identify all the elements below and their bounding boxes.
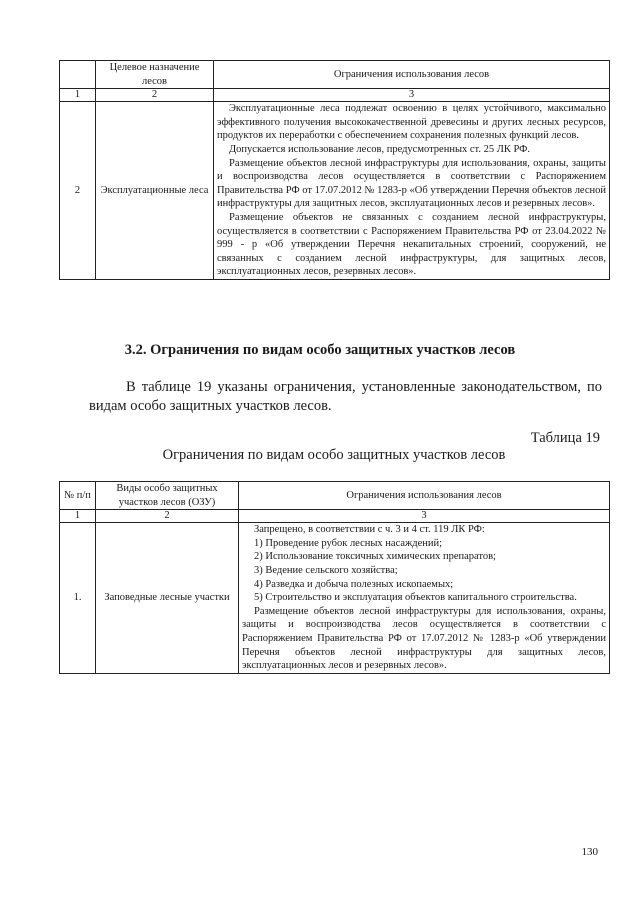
t1-row-restrictions xyxy=(214,102,610,280)
t2-list-item: 2) Использование токсичных химических препаратов; xyxy=(254,551,496,563)
ozu-restrictions-table xyxy=(59,481,610,674)
t1-row-purpose: Эксплуатационные леса xyxy=(96,102,214,280)
t1-colnum-3: 3 xyxy=(214,89,610,102)
t2-list-item: 4) Разведка и добыча полезных ископаемых; xyxy=(254,578,454,590)
t2-colnum-3: 3 xyxy=(239,510,610,523)
page-number: 130 xyxy=(581,846,598,858)
t2-header-restrictions: Ограничения использования лесов xyxy=(239,482,610,510)
body-paragraph: В таблице 19 указаны ограничения, установленные законодательством, по видам особо защитных участков лесов. xyxy=(89,379,602,414)
table-title: Ограничения по видам особо защитных участков лесов xyxy=(162,447,506,463)
t2-list-item: 1) Проведение рубок лесных насаждений; xyxy=(254,537,443,549)
t2-colnum-2: 2 xyxy=(96,510,239,523)
t1-colnum-1: 1 xyxy=(60,89,96,102)
t1-paragraph: Эксплуатационные леса подлежат освоению в целях устойчивого, максимально эффективного получения высококачественной древесины и других лесных ресурсов, продуктов их переработки с обеспечением сохранения полезных функций лесов. xyxy=(217,103,606,142)
t2-closing: Размещение объектов лесной инфраструктуры для использования, охраны, защиты и воспроизводства лесов осуществляется в соответствии с Распоряжением Правительства РФ от 17.07.2012 № 1283-р «Об утверждении Перечня объектов лесной инфраструктуры для защитных лесов, эксплуатационных лесов и резервных лесов». xyxy=(242,605,606,672)
table-row xyxy=(60,523,610,674)
t2-header-kind: Виды особо защитных участков лесов (ОЗУ) xyxy=(96,482,239,510)
t2-list-item: 5) Строительство и эксплуатация объектов капитального строительства. xyxy=(254,592,577,604)
t2-row-restrictions xyxy=(239,523,610,674)
t2-row-kind: Заповедные лесные участки xyxy=(96,523,239,674)
t2-row-number: 1. xyxy=(60,523,96,674)
table-row xyxy=(60,102,610,280)
table-label: Таблица 19 xyxy=(530,430,600,446)
t2-header-number: № п/п xyxy=(60,482,96,510)
forest-purpose-table xyxy=(59,60,610,280)
t1-paragraph: Допускается использование лесов, предусмотренных ст. 25 ЛК РФ. xyxy=(229,143,531,155)
t1-colnum-2: 2 xyxy=(96,89,214,102)
t1-paragraph: Размещение объектов не связанных с созданием лесной инфраструктуры, осуществляется в соответствии с Распоряжением Правительства РФ от 23.04.2022 № 999 - р «Об утверждении Перечня некапитальных строений, сооружений, не связанных с созданием лесной инфраструктуры, для защитных лесов, эксплуатационных лесов, резервных лесов». xyxy=(217,211,606,278)
t1-paragraph: Размещение объектов лесной инфраструктуры для использования, охраны, защиты и воспроизводства лесов осуществляется в соответствии с Распоряжением Правительства РФ от 17.07.2012 № 1283-р «Об утверждении Перечня объектов лесной инфраструктуры для защитных лесов, эксплуатационных лесов и резервных лесов». xyxy=(217,157,606,210)
t1-header-restrictions: Ограничения использования лесов xyxy=(214,61,610,89)
t2-intro: Запрещено, в соответствии с ч. 3 и 4 ст. 119 ЛК РФ: xyxy=(254,524,485,536)
t1-header-purpose: Целевое назначение лесов xyxy=(96,61,214,89)
t2-colnum-1: 1 xyxy=(60,510,96,523)
section-heading: 3.2. Ограничения по видам особо защитных участков лесов xyxy=(124,342,516,358)
t1-row-number: 2 xyxy=(60,102,96,280)
t2-list-item: 3) Ведение сельского хозяйства; xyxy=(254,564,398,576)
t1-header-blank xyxy=(60,61,96,89)
